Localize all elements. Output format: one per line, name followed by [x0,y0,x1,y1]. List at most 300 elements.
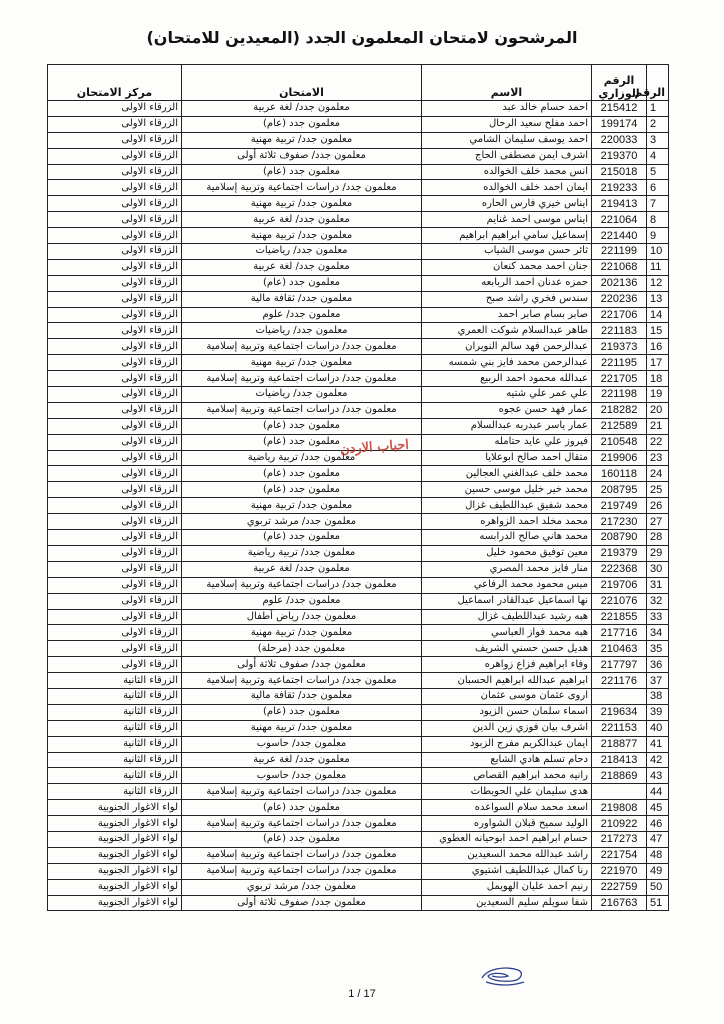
table-row [48,657,669,673]
row-exam: معلمون جدد/ علوم [182,593,422,609]
row-name: طاهر عبدالسلام شوكت العمري [422,323,592,339]
row-number: 14 [647,307,669,323]
row-number: 24 [647,466,669,482]
row-name: ايناس موسى احمد غنايم [422,212,592,228]
row-national-id: 219233 [592,180,647,196]
row-exam-center: لواء الاغوار الجنوبية [48,847,182,863]
row-number: 31 [647,577,669,593]
table-row [48,593,669,609]
row-name: صابر بسام صابر احمد [422,307,592,323]
row-name: هديل حسن حسني الشريف [422,641,592,657]
row-exam-center: الزرقاء الاولى [48,164,182,180]
row-name: احمد حسام خالد عبد [422,101,592,117]
row-number: 7 [647,196,669,212]
row-national-id: 221068 [592,259,647,275]
row-national-id: 219379 [592,545,647,561]
row-exam: معلمون جدد/ لغة عربية [182,561,422,577]
row-exam-center: الزرقاء الثانية [48,688,182,704]
row-national-id: 220033 [592,132,647,148]
row-exam-center: الزرقاء الاولى [48,371,182,387]
table-row [48,752,669,768]
row-exam-center: الزرقاء الاولى [48,244,182,260]
row-national-id: 217230 [592,514,647,530]
row-national-id: 218282 [592,402,647,418]
row-exam: معلمون جدد/ لغة عربية [182,101,422,117]
row-exam: معلمون جدد/ دراسات اجتماعية وتربية إسلامية [182,847,422,863]
row-national-id: 221183 [592,323,647,339]
row-national-id: 221176 [592,673,647,689]
row-exam: معلمون جدد/ دراسات اجتماعية وتربية إسلامية [182,180,422,196]
table-row [48,228,669,244]
row-name: علي عمر علي شتيه [422,387,592,403]
row-name: نها اسماعيل عبدالقادر اسماعيل [422,593,592,609]
row-name: رانيه محمد ابراهيم القصاص [422,768,592,784]
table-row [48,863,669,879]
row-national-id: 160118 [592,466,647,482]
row-exam-center: الزرقاء الاولى [48,339,182,355]
row-name: حمزه عدنان احمد الربابعه [422,275,592,291]
row-name: فيروز علي عايد حتامله [422,434,592,450]
row-national-id: 216763 [592,895,647,911]
table-row [48,784,669,800]
row-exam-center: الزرقاء الثانية [48,784,182,800]
row-exam-center: الزرقاء الاولى [48,259,182,275]
row-exam-center: الزرقاء الاولى [48,212,182,228]
row-exam: معلمون جدد/ تربية مهنية [182,132,422,148]
row-exam: معلمون جدد (عام) [182,275,422,291]
row-number: 43 [647,768,669,784]
row-exam-center: الزرقاء الاولى [48,148,182,164]
table-header-row [48,65,669,101]
row-national-id: 219373 [592,339,647,355]
table-row [48,339,669,355]
table-row [48,879,669,895]
row-name: محمد هاني صالح الدرابسه [422,530,592,546]
row-name: عمار فهد حسن عجوه [422,402,592,418]
row-national-id: 221153 [592,720,647,736]
table-body [48,101,669,911]
row-exam-center: الزرقاء الثانية [48,704,182,720]
row-national-id: 219906 [592,450,647,466]
row-exam: معلمون جدد/ دراسات اجتماعية وتربية إسلامية [182,339,422,355]
row-number: 51 [647,895,669,911]
row-number: 9 [647,228,669,244]
row-exam: معلمون جدد (عام) [182,530,422,546]
row-exam-center: الزرقاء الثانية [48,673,182,689]
watermark-stamp: احباب الاردن [339,437,410,458]
row-national-id [592,688,647,704]
row-exam: معلمون جدد (عام) [182,704,422,720]
row-exam: معلمون جدد/ مرشد تربوي [182,514,422,530]
row-exam-center: الزرقاء الاولى [48,291,182,307]
table-row [48,577,669,593]
row-name: محمد مخلد احمد الزواهره [422,514,592,530]
row-exam-center: الزرقاء الاولى [48,355,182,371]
row-national-id: 222368 [592,561,647,577]
table-row [48,116,669,132]
row-name: اسعد محمد سلام السواعده [422,800,592,816]
table-row [48,895,669,911]
table-row [48,545,669,561]
row-number: 2 [647,116,669,132]
signature-icon [478,960,528,990]
row-number: 10 [647,244,669,260]
row-national-id: 220236 [592,291,647,307]
row-national-id: 221706 [592,307,647,323]
row-exam: معلمون جدد/ صفوف ثلاثة أولى [182,657,422,673]
page-number: 1 / 17 [348,988,376,1000]
row-exam-center: الزرقاء الاولى [48,641,182,657]
row-exam-center: الزرقاء الاولى [48,561,182,577]
row-exam: معلمون جدد (عام) [182,482,422,498]
row-number: 23 [647,450,669,466]
row-name: سندس فخري راشد صبح [422,291,592,307]
row-exam: معلمون جدد/ حاسوب [182,736,422,752]
row-exam: معلمون جدد/ دراسات اجتماعية وتربية إسلامية [182,784,422,800]
row-name: حسام ابراهيم احمد ابوحيانه العطوي [422,831,592,847]
table-row [48,673,669,689]
row-name: عبدالرحمن فهد سالم النويران [422,339,592,355]
row-exam: معلمون جدد/ تربية مهنية [182,228,422,244]
row-exam: معلمون جدد/ تربية رياضية [182,450,422,466]
table-row [48,768,669,784]
row-number: 18 [647,371,669,387]
row-name: محمد خير خليل موسى حسين [422,482,592,498]
row-exam: معلمون جدد/ تربية مهنية [182,498,422,514]
row-name: اسماء سلمان حسن الزيود [422,704,592,720]
row-national-id: 221198 [592,387,647,403]
row-exam: معلمون جدد (عام) [182,164,422,180]
row-number: 13 [647,291,669,307]
row-exam-center: الزرقاء الاولى [48,323,182,339]
table-row [48,291,669,307]
table-row [48,514,669,530]
row-exam-center: الزرقاء الاولى [48,402,182,418]
row-name: عبدالرحمن محمد فايز بني شمسه [422,355,592,371]
row-exam-center: الزرقاء الاولى [48,307,182,323]
row-name: دحام تسلم هادي الشايع [422,752,592,768]
row-number: 30 [647,561,669,577]
row-exam-center: الزرقاء الثانية [48,736,182,752]
row-number: 29 [647,545,669,561]
row-national-id: 210463 [592,641,647,657]
row-number: 46 [647,816,669,832]
row-number: 50 [647,879,669,895]
row-exam: معلمون جدد/ لغة عربية [182,752,422,768]
row-national-id: 221705 [592,371,647,387]
row-exam: معلمون جدد/ تربية مهنية [182,625,422,641]
row-national-id: 208790 [592,530,647,546]
row-exam-center: الزرقاء الثانية [48,720,182,736]
row-name: معين توفيق محمود خليل [422,545,592,561]
table-row [48,847,669,863]
row-exam-center: الزرقاء الاولى [48,132,182,148]
row-exam: معلمون جدد (عام) [182,116,422,132]
row-national-id: 210922 [592,816,647,832]
table-row [48,196,669,212]
row-exam-center: الزرقاء الاولى [48,275,182,291]
row-name: رنيم احمد عليان الهويمل [422,879,592,895]
header-name: الاسم [422,65,592,101]
row-name: عبدالله محمود احمد الربيع [422,371,592,387]
table-row [48,530,669,546]
row-exam: معلمون جدد/ رياضيات [182,244,422,260]
row-national-id: 221064 [592,212,647,228]
row-exam: معلمون جدد (عام) [182,418,422,434]
row-number: 5 [647,164,669,180]
row-name: متقال احمد صالح ابوعلايا [422,450,592,466]
row-number: 34 [647,625,669,641]
row-exam-center: الزرقاء الاولى [48,180,182,196]
row-national-id: 219749 [592,498,647,514]
row-exam-center: الزرقاء الاولى [48,530,182,546]
row-name: اروى عثمان موسى عثمان [422,688,592,704]
row-number: 3 [647,132,669,148]
row-name: انس محمد خلف الخوالده [422,164,592,180]
row-national-id: 219370 [592,148,647,164]
table-row [48,371,669,387]
row-national-id: 221440 [592,228,647,244]
row-exam-center: الزرقاء الاولى [48,387,182,403]
row-exam: معلمون جدد (عام) [182,434,422,450]
row-number: 36 [647,657,669,673]
table-row [48,275,669,291]
row-number: 42 [647,752,669,768]
row-exam-center: الزرقاء الاولى [48,625,182,641]
row-exam-center: الزرقاء الاولى [48,657,182,673]
row-national-id: 199174 [592,116,647,132]
row-national-id: 219808 [592,800,647,816]
row-exam-center: الزرقاء الاولى [48,418,182,434]
table-row [48,609,669,625]
row-exam: معلمون جدد/ ثقافة مالية [182,688,422,704]
table-row [48,625,669,641]
row-exam-center: الزرقاء الاولى [48,196,182,212]
header-national-id: الرقم الوزاري [592,65,647,101]
row-national-id: 221076 [592,593,647,609]
row-number: 40 [647,720,669,736]
row-exam-center: الزرقاء الاولى [48,434,182,450]
row-number: 35 [647,641,669,657]
row-exam: معلمون جدد/ حاسوب [182,768,422,784]
row-exam-center: الزرقاء الاولى [48,593,182,609]
row-number: 8 [647,212,669,228]
row-number: 4 [647,148,669,164]
row-name: الوليد سميح قبلان الشواوره [422,816,592,832]
row-number: 39 [647,704,669,720]
row-name: هبه محمد فواز العباسي [422,625,592,641]
row-number: 12 [647,275,669,291]
row-number: 26 [647,498,669,514]
row-exam: معلمون جدد/ رياضيات [182,387,422,403]
table-row [48,307,669,323]
row-national-id: 218869 [592,768,647,784]
candidates-table-container [48,64,669,911]
row-exam: معلمون جدد/ تربية مهنية [182,720,422,736]
row-number: 32 [647,593,669,609]
row-number: 47 [647,831,669,847]
row-exam: معلمون جدد/ علوم [182,307,422,323]
row-national-id: 217716 [592,625,647,641]
row-number: 21 [647,418,669,434]
row-name: احمد يوسف سليمان الشامي [422,132,592,148]
table-row [48,164,669,180]
table-row [48,132,669,148]
table-row [48,259,669,275]
table-row [48,561,669,577]
header-exam-center: مركز الامتحان [48,65,182,101]
row-number: 1 [647,101,669,117]
row-exam-center: الزرقاء الاولى [48,228,182,244]
row-exam: معلمون جدد/ مرشد تربوي [182,879,422,895]
row-name: جنان احمد محمد كنعان [422,259,592,275]
row-number: 38 [647,688,669,704]
row-national-id: 221754 [592,847,647,863]
row-number: 15 [647,323,669,339]
row-exam: معلمون جدد/ دراسات اجتماعية وتربية إسلامية [182,402,422,418]
row-number: 33 [647,609,669,625]
row-exam: معلمون جدد (مرحلة) [182,641,422,657]
row-number: 11 [647,259,669,275]
row-name: منار فايز محمد المصري [422,561,592,577]
row-number: 45 [647,800,669,816]
row-national-id: 218877 [592,736,647,752]
row-national-id: 221855 [592,609,647,625]
row-number: 41 [647,736,669,752]
candidates-table [47,64,669,911]
row-name: اشرف ايمن مصطفى الحاج [422,148,592,164]
row-number: 49 [647,863,669,879]
row-national-id: 221195 [592,355,647,371]
row-number: 20 [647,402,669,418]
row-name: ثائر حسن موسى الشياب [422,244,592,260]
row-name: رنا كمال عبداللطيف اشتيوي [422,863,592,879]
row-name: ابراهيم عبدالله ابراهيم الحسبان [422,673,592,689]
row-national-id: 215412 [592,101,647,117]
row-exam: معلمون جدد/ دراسات اجتماعية وتربية إسلامية [182,816,422,832]
row-exam-center: لواء الاغوار الجنوبية [48,895,182,911]
row-national-id: 217797 [592,657,647,673]
row-national-id: 215018 [592,164,647,180]
table-row [48,641,669,657]
row-name: ميس محمود محمد الرفاعي [422,577,592,593]
row-exam: معلمون جدد (عام) [182,800,422,816]
row-national-id: 219413 [592,196,647,212]
row-number: 17 [647,355,669,371]
table-row [48,498,669,514]
row-national-id: 212589 [592,418,647,434]
row-name: ايناس خيري فارس الحاره [422,196,592,212]
row-exam: معلمون جدد/ تربية رياضية [182,545,422,561]
table-row [48,482,669,498]
row-name: وفاء ابراهيم فزاع زواهره [422,657,592,673]
row-exam-center: الزرقاء الاولى [48,466,182,482]
row-exam-center: لواء الاغوار الجنوبية [48,816,182,832]
table-row [48,800,669,816]
table-row [48,148,669,164]
table-row [48,466,669,482]
row-name: ايمان عبدالكريم مفرج الزبود [422,736,592,752]
table-row [48,816,669,832]
row-national-id: 210548 [592,434,647,450]
row-exam-center: الزرقاء الاولى [48,482,182,498]
row-exam-center: الزرقاء الاولى [48,498,182,514]
row-exam-center: الزرقاء الاولى [48,577,182,593]
row-number: 6 [647,180,669,196]
table-row [48,355,669,371]
row-exam: معلمون جدد/ صفوف ثلاثة أولى [182,148,422,164]
table-row [48,704,669,720]
row-exam-center: لواء الاغوار الجنوبية [48,879,182,895]
row-exam-center: لواء الاغوار الجنوبية [48,863,182,879]
row-exam-center: الزرقاء الاولى [48,514,182,530]
row-exam-center: لواء الاغوار الجنوبية [48,800,182,816]
row-exam: معلمون جدد/ لغة عربية [182,259,422,275]
page-title: المرشحون لامتحان المعلمون الجدد (المعيدين للامتحان) [146,28,578,47]
table-row [48,101,669,117]
row-exam-center: الزرقاء الثانية [48,768,182,784]
row-number: 16 [647,339,669,355]
row-name: محمد شفيق عبداللطيف غزال [422,498,592,514]
row-name: احمد مفلح سعيد الرحال [422,116,592,132]
row-number: 28 [647,530,669,546]
header-exam: الامتحان [182,65,422,101]
row-number: 37 [647,673,669,689]
table-row [48,402,669,418]
row-exam-center: الزرقاء الثانية [48,752,182,768]
row-exam: معلمون جدد/ ثقافة مالية [182,291,422,307]
row-name: ايمان احمد خلف الخوالده [422,180,592,196]
row-national-id: 218413 [592,752,647,768]
row-national-id: 221199 [592,244,647,260]
row-exam: معلمون جدد/ دراسات اجتماعية وتربية إسلامية [182,371,422,387]
row-exam: معلمون جدد (عام) [182,831,422,847]
row-exam-center: الزرقاء الاولى [48,545,182,561]
row-name: شفا سويلم سليم السعيدين [422,895,592,911]
row-exam: معلمون جدد/ تربية مهنية [182,196,422,212]
row-number: 25 [647,482,669,498]
row-name: راشد عبدالله محمد السعيدين [422,847,592,863]
header-number: الرقم [647,65,669,101]
table-row [48,720,669,736]
table-row [48,323,669,339]
row-exam-center: الزرقاء الاولى [48,116,182,132]
row-national-id: 202136 [592,275,647,291]
row-exam: معلمون جدد (عام) [182,466,422,482]
row-name: اشرف بيان فوزي زين الدين [422,720,592,736]
table-row [48,736,669,752]
row-exam: معلمون جدد/ لغة عربية [182,212,422,228]
row-name: محمد خلف عبدالغني العجالين [422,466,592,482]
row-exam-center: الزرقاء الاولى [48,101,182,117]
row-number: 44 [647,784,669,800]
row-name: هبه رشيد عبداللطيف غزال [422,609,592,625]
row-national-id: 219634 [592,704,647,720]
table-row [48,244,669,260]
row-exam: معلمون جدد/ رياضيات [182,323,422,339]
row-number: 19 [647,387,669,403]
row-number: 22 [647,434,669,450]
row-exam: معلمون جدد/ رياض أطفال [182,609,422,625]
row-national-id: 221970 [592,863,647,879]
row-national-id: 219706 [592,577,647,593]
table-row [48,180,669,196]
row-national-id [592,784,647,800]
row-national-id: 208795 [592,482,647,498]
row-exam-center: الزرقاء الاولى [48,450,182,466]
row-number: 27 [647,514,669,530]
row-exam: معلمون جدد/ تربية مهنية [182,355,422,371]
